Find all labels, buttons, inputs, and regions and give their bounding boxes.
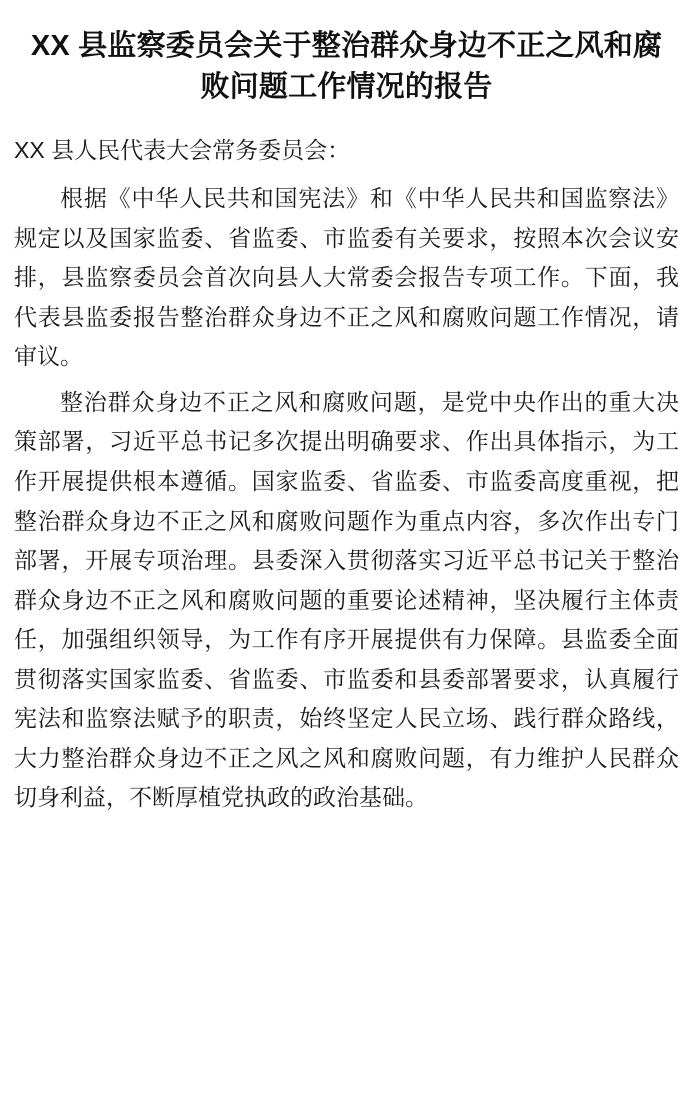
body-paragraph-1: 根据《中华人民共和国宪法》和《中华人民共和国监察法》规定以及国家监委、省监委、市监委有关要求，按照本次会议安排，县监察委员会首次向县人大常委会报告专项工作。下面，我代表县监委报告整治群众身边不正之风和腐败问题工作情况，请审议。 [14, 185, 679, 370]
page-title: XX 县监察委员会关于整治群众身边不正之风和腐败问题工作情况的报告 [30, 30, 663, 104]
body-paragraph-2: 整治群众身边不正之风和腐败问题，是党中央作出的重大决策部署，习近平总书记多次提出明确要求、作出具体指示，为工作开展提供根本遵循。国家监委、省监委、市监委高度重视，把整治群众身边不正之风和腐败问题作为重点内容，多次作出专门部署，开展专项治理。县委深入贯彻落实习近平总书记关于整治群众身边不正之风和腐败问题的重要论述精神，坚决履行主体责任，加强组织领导，为工作有序开展提供有力保障。县监委全面贯彻落实国家监委、省监委、市监委和县委部署要求，认真履行宪法和监察法赋予的职责，始终坚定人民立场、践行群众路线，大力整治群众身边不正之风之风和腐败问题，有力维护人民群众切身利益，不断厚植党执政的政治基础。 [14, 388, 679, 811]
salutation-line: XX 县人民代表大会常务委员会： [14, 137, 351, 164]
